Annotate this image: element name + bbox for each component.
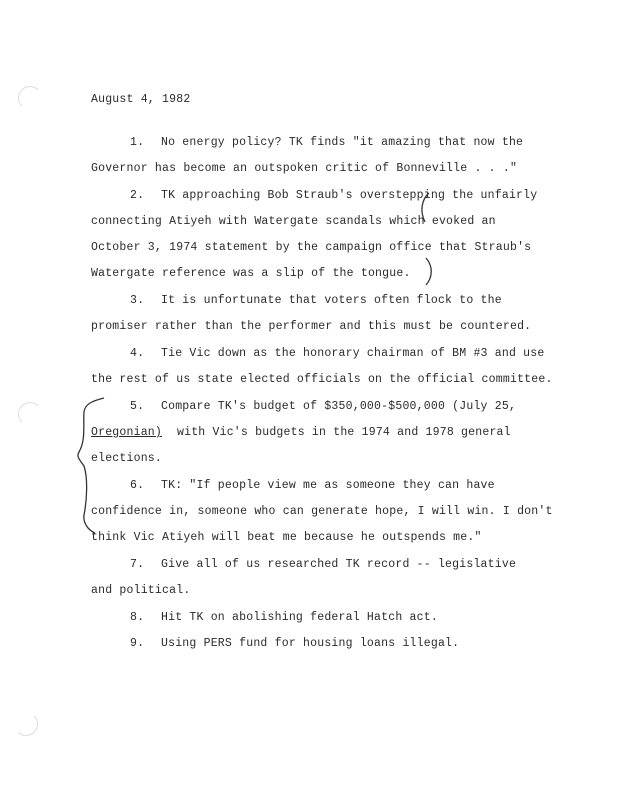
item-6-line-3: think Vic Atiyeh will beat me because he outspends me." <box>91 531 482 544</box>
item-9-line-1: Using PERS fund for housing loans illegal. <box>161 637 460 650</box>
document-date: August 4, 1982 <box>91 93 191 106</box>
item-4-line-1: Tie Vic down as the honorary chairman of BM #3 and use <box>161 347 545 360</box>
handwritten-open-paren-mark <box>422 193 429 222</box>
handwritten-margin-bracket-mark <box>78 398 104 533</box>
item-6-line-1: TK: "If people view me as someone they can have <box>161 479 495 492</box>
item-3-line-1: It is unfortunate that voters often flock to the <box>161 294 502 307</box>
item-1-line-1: No energy policy? TK finds "it amazing that now the <box>161 136 524 149</box>
item-5-line-1: Compare TK's budget of $350,000-$500,000 (July 25, <box>161 400 517 413</box>
item-2-line-1: TK approaching Bob Straub's overstepping the unfairly <box>161 189 538 202</box>
item-4-number: 4. <box>130 347 145 360</box>
item-6-line-2: confidence in, someone who can generate hope, I will win. I don't <box>91 505 553 518</box>
item-2-line-4: Watergate reference was a slip of the tongue. <box>91 267 411 280</box>
item-2-line-2: connecting Atiyeh with Watergate scandals which evoked an <box>91 215 496 228</box>
item-7-number: 7. <box>130 558 145 571</box>
item-2-line-3: October 3, 1974 statement by the campaign office that Straub's <box>91 241 532 254</box>
item-7-line-2: and political. <box>91 584 191 597</box>
item-5-number: 5. <box>130 400 145 413</box>
handwritten-close-paren-mark <box>426 258 431 285</box>
item-1-number: 1. <box>130 136 145 149</box>
item-5-line-2: with Vic's budgets in the 1974 and 1978 general <box>177 426 511 439</box>
item-8-number: 8. <box>130 611 145 624</box>
item-3-line-2: promiser rather than the performer and this must be countered. <box>91 320 532 333</box>
oregonian-underlined-citation: Oregonian) <box>91 426 163 439</box>
item-5-line-3: elections. <box>91 452 163 465</box>
item-7-line-1: Give all of us researched TK record -- legislative <box>161 558 517 571</box>
item-2-number: 2. <box>130 189 145 202</box>
item-6-number: 6. <box>130 479 145 492</box>
item-8-line-1: Hit TK on abolishing federal Hatch act. <box>161 611 438 624</box>
item-4-line-2: the rest of us state elected officials on the official committee. <box>91 373 553 386</box>
item-1-line-2: Governor has become an outspoken critic of Bonneville . . ." <box>91 162 518 175</box>
item-9-number: 9. <box>130 637 145 650</box>
item-3-number: 3. <box>130 294 145 307</box>
